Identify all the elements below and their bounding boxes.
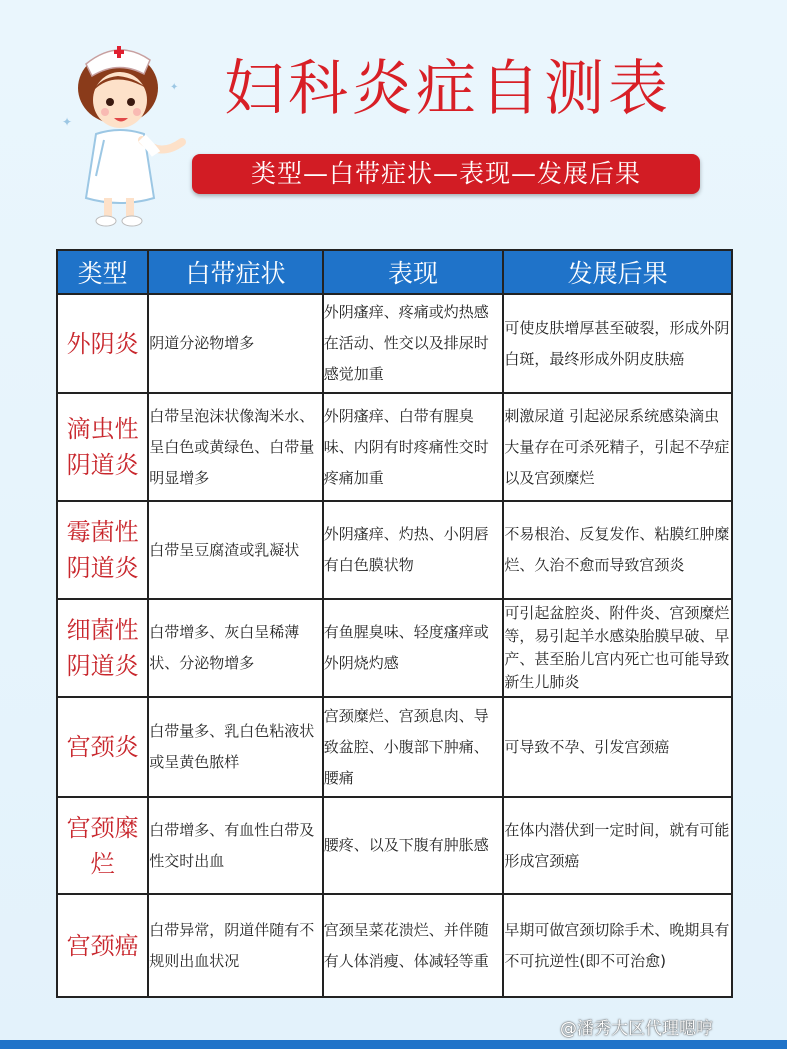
row-type: 宫颈癌: [57, 894, 148, 997]
row-discharge: 白带呈豆腐渣或乳凝状: [148, 501, 323, 599]
row-symptoms: 有鱼腥臭味、轻度瘙痒或外阴烧灼感: [323, 599, 504, 697]
nurse-illustration: [56, 30, 188, 230]
column-header-symptoms: 表现: [323, 250, 504, 294]
row-discharge: 白带增多、有血性白带及性交时出血: [148, 797, 323, 894]
row-type: 霉菌性阴道炎: [57, 501, 148, 599]
row-consequence: 可导致不孕、引发宫颈癌: [503, 697, 732, 797]
row-discharge: 白带量多、乳白色粘液状或呈黄色脓样: [148, 697, 323, 797]
table-row: [57, 697, 732, 797]
row-discharge: 白带呈泡沫状像淘米水、呈白色或黄绿色、白带量明显增多: [148, 393, 323, 501]
table-header-row: [57, 250, 732, 294]
row-type: 滴虫性阴道炎: [57, 393, 148, 501]
row-symptoms: 外阴瘙痒、白带有腥臭味、内阴有时疼痛性交时疼痛加重: [323, 393, 504, 501]
table-row: [57, 599, 732, 697]
watermark-text: @潘秀大区代理嗯哼: [560, 1019, 713, 1039]
table-row: [57, 501, 732, 599]
row-consequence: 可使皮肤增厚甚至破裂，形成外阴白斑，最终形成外阴皮肤癌: [503, 294, 732, 393]
row-discharge: 阴道分泌物增多: [148, 294, 323, 393]
row-consequence: 早期可做宫颈切除手术、晚期具有不可抗逆性(即不可治愈): [503, 894, 732, 997]
column-header-consequence: 发展后果: [503, 250, 732, 294]
column-header-type: 类型: [57, 250, 148, 294]
row-consequence: 可引起盆腔炎、附件炎、宫颈糜烂等，易引起羊水感染胎膜早破、早产、甚至胎儿宫内死亡也可能导致新生儿肺炎: [503, 599, 732, 697]
table-row: [57, 797, 732, 894]
row-symptoms: 外阴瘙痒、疼痛或灼热感在活动、性交以及排尿时感觉加重: [323, 294, 504, 393]
table-row: [57, 894, 732, 997]
svg-text:✦: ✦: [62, 115, 73, 129]
row-consequence: 不易根治、反复发作、粘膜红肿糜烂、久治不愈而导致宫颈炎: [503, 501, 732, 599]
row-discharge: 白带增多、灰白呈稀薄状、分泌物增多: [148, 599, 323, 697]
table-row: [57, 294, 732, 393]
row-discharge: 白带异常，阴道伴随有不规则出血状况: [148, 894, 323, 997]
row-symptoms: 腰疼、以及下腹有肿胀感: [323, 797, 504, 894]
column-header-discharge: 白带症状: [148, 250, 323, 294]
row-symptoms: 宫颈呈菜花溃烂、并伴随有人体消瘦、体减轻等重: [323, 894, 504, 997]
svg-text:✦: ✦: [170, 82, 179, 93]
row-symptoms: 宫颈糜烂、宫颈息肉、导致盆腔、小腹部下肿痛、腰痛: [323, 697, 504, 797]
table-row: [57, 393, 732, 501]
row-symptoms: 外阴瘙痒、灼热、小阴唇有白色膜状物: [323, 501, 504, 599]
row-consequence: 在体内潜伏到一定时间，就有可能形成宫颈癌: [503, 797, 732, 894]
symptom-table: [56, 249, 733, 998]
row-type: 宫颈糜烂: [57, 797, 148, 894]
subtitle-banner: 类型—白带症状—表现—发展后果: [192, 154, 700, 194]
row-type: 外阴炎: [57, 294, 148, 393]
footer-bar: [0, 1040, 787, 1049]
row-type: 细菌性阴道炎: [57, 599, 148, 697]
page-title: 妇科炎症自测表: [224, 54, 672, 124]
row-type: 宫颈炎: [57, 697, 148, 797]
row-consequence: 刺激尿道 引起泌尿系统感染滴虫大量存在可杀死精子，引起不孕症以及宫颈糜烂: [503, 393, 732, 501]
